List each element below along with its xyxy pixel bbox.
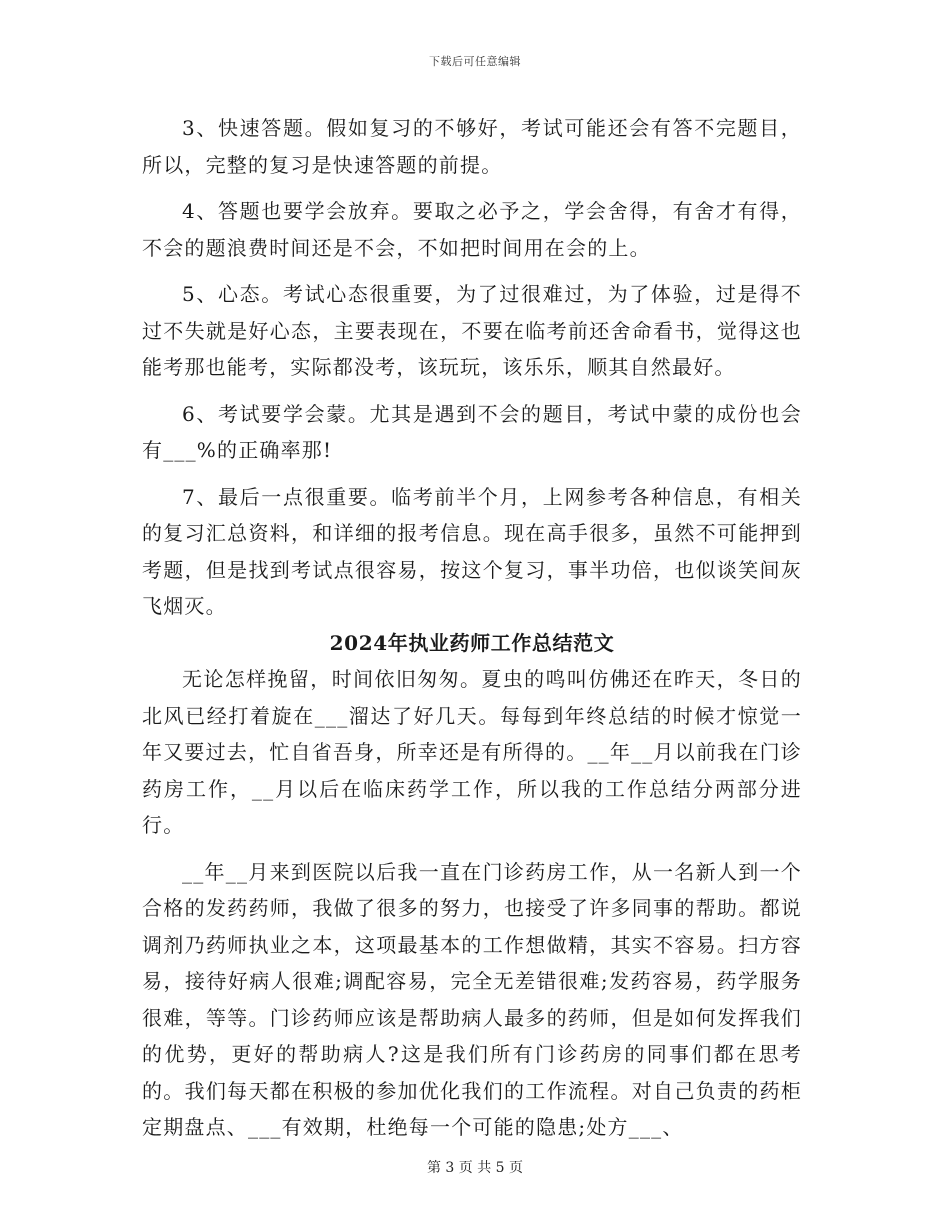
paragraph-tip-3: 3、快速答题。假如复习的不够好，考试可能还会有答不完题目，所以，完整的复习是快速答题的前提。 [142,116,802,177]
paragraph-tip-5: 5、心态。考试心态很重要，为了过很难过，为了体验，过是得不过不失就是好心态，主要表现在，不要在临考前还舍命看书，觉得这也能考那也能考，实际都没考，该玩玩，该乐乐，顺其自然最好。 [142,282,802,379]
paragraph-summary-pharmacy: __年__月来到医院以后我一直在门诊药房工作，从一名新人到一个合格的发药药师，我做了很多的努力，也接受了许多同事的帮助。都说调剂乃药师执业之本，这项最基本的工作想做精，其实不容易。扫方容易，接待好病人很难;调配容易，完全无差错很难;发药容易，药学服务很难，等等。门诊药师应该是帮助病人最多的药师，但是如何发挥我们的优势，更好的帮助病人?这是我们所有门诊药房的同事们都在思考的。我们每天都在积极的参加优化我们的工作流程。对自己负责的药柜定期盘点、___有效期，杜绝每一个可能的隐患;处方___、 [142,859,802,1139]
paragraph-tip-7: 7、最后一点很重要。临考前半个月，上网参考各种信息，有相关的复习汇总资料，和详细的报考信息。现在高手很多，虽然不可能押到考题，但是找到考试点很容易，按这个复习，事半功倍，也似谈笑间灰飞烟灭。 [142,484,802,618]
paragraph-tip-4: 4、答题也要学会放弃。要取之必予之，学会舍得，有舍才有得，不会的题浪费时间还是不会，不如把时间用在会的上。 [142,199,802,260]
paragraph-tip-6: 6、考试要学会蒙。尤其是遇到不会的题目，考试中蒙的成份也会有___%的正确率那! [142,401,802,462]
paragraph-summary-intro: 无论怎样挽留，时间依旧匆匆。夏虫的鸣叫仿佛还在昨天，冬日的北风已经打着旋在___溜达了好几天。每每到年终总结的时候才惊觉一年又要过去，忙自省吾身，所幸还是有所得的。__年__月以前我在门诊药房工作，__月以后在临床药学工作，所以我的工作总结分两部分进行。 [142,667,802,837]
section-title: 2024年执业药师工作总结范文 [329,630,615,655]
page-number: 第 3 页 共 5 页 [426,1160,524,1176]
page-header: 下载后可任意编辑 [429,55,521,68]
document-body [142,110,802,1146]
